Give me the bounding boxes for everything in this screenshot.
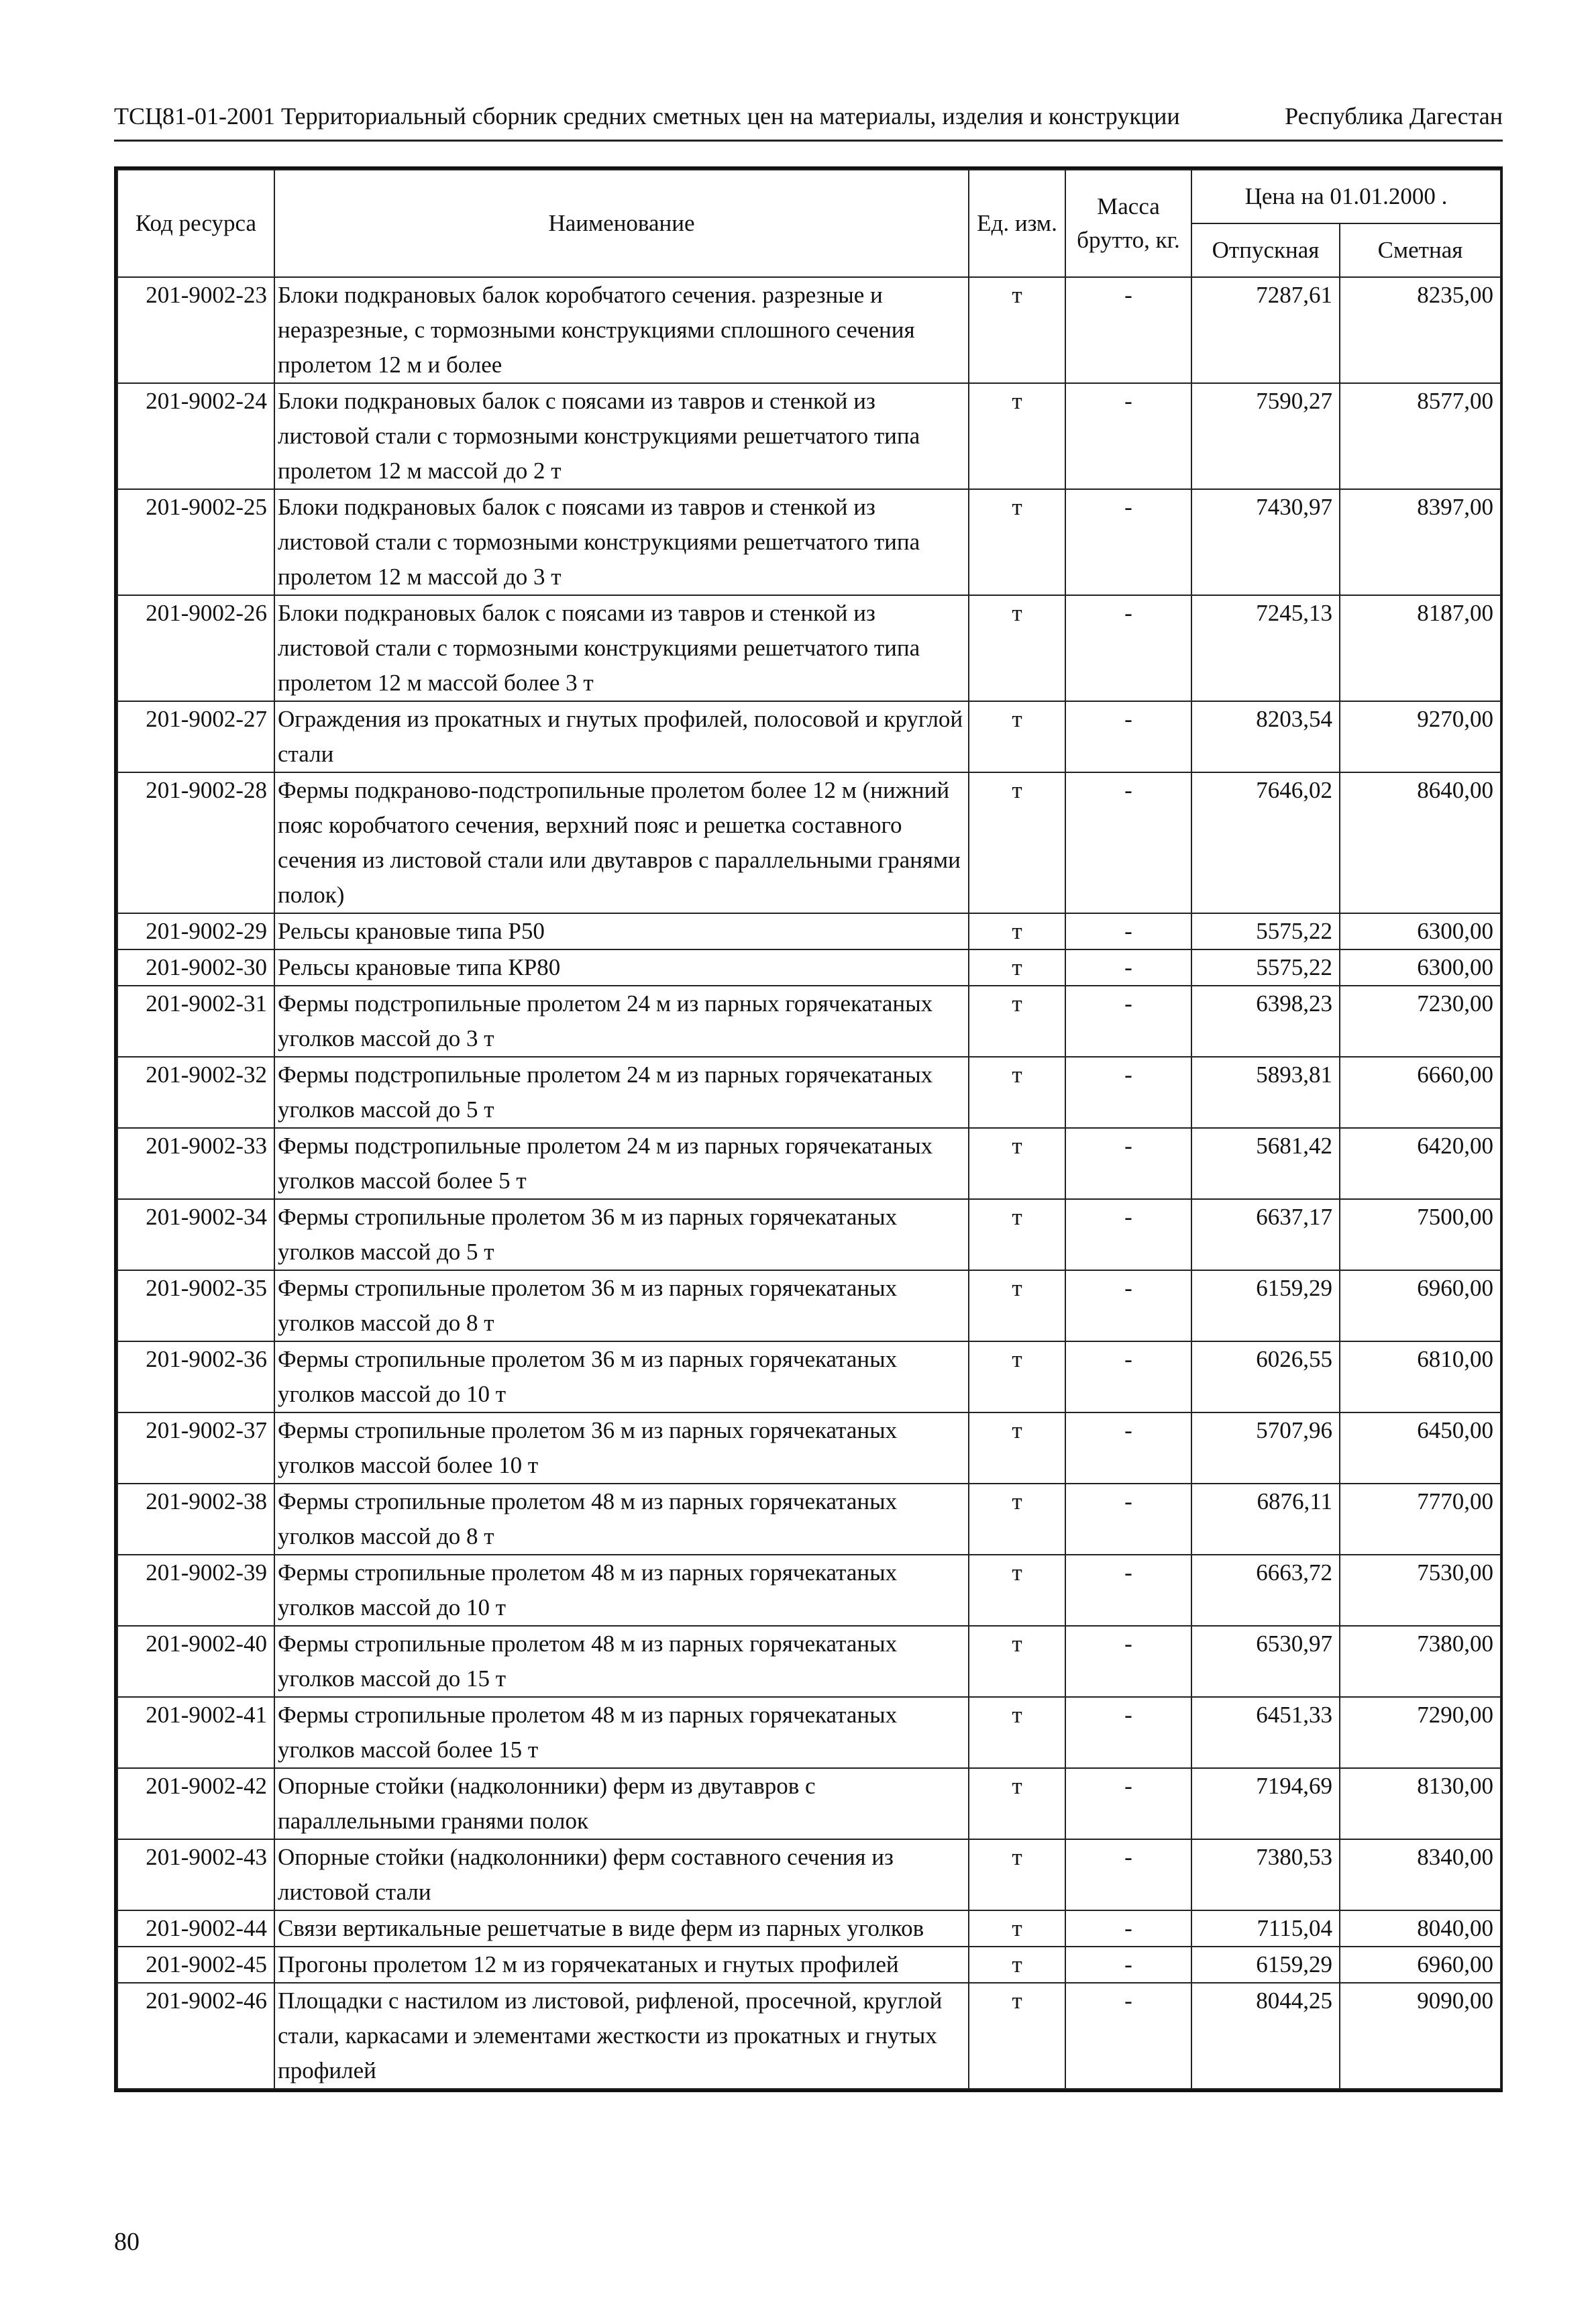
table-row	[117, 1341, 1501, 1412]
col-header-release-price: Отпускная	[1191, 223, 1340, 277]
cell-unit: т	[969, 1910, 1065, 1947]
cell-code: 201-9002-37	[117, 1412, 274, 1484]
cell-code: 201-9002-27	[117, 701, 274, 772]
cell-code: 201-9002-42	[117, 1768, 274, 1839]
cell-code: 201-9002-46	[117, 1983, 274, 2089]
cell-release-price: 7430,97	[1191, 489, 1340, 595]
cell-release-price: 7646,02	[1191, 772, 1340, 913]
cell-estimate-price: 6660,00	[1340, 1057, 1501, 1128]
cell-code: 201-9002-25	[117, 489, 274, 595]
cell-estimate-price: 7290,00	[1340, 1697, 1501, 1768]
running-header	[114, 93, 1503, 142]
cell-name: Связи вертикальные решетчатые в виде ферм из парных уголков	[274, 1910, 969, 1947]
cell-release-price: 7380,53	[1191, 1839, 1340, 1910]
cell-unit: т	[969, 701, 1065, 772]
page-number: 80	[114, 2228, 140, 2256]
cell-code: 201-9002-33	[117, 1128, 274, 1199]
cell-code: 201-9002-39	[117, 1555, 274, 1626]
col-header-code: Код ресурса	[117, 170, 274, 277]
cell-mass: -	[1065, 383, 1191, 489]
cell-name: Фермы стропильные пролетом 48 м из парных горячекатаных уголков массой более 15 т	[274, 1697, 969, 1768]
table-body	[117, 277, 1501, 2089]
cell-unit: т	[969, 1768, 1065, 1839]
cell-name: Ограждения из прокатных и гнутых профилей, полосовой и круглой стали	[274, 701, 969, 772]
cell-code: 201-9002-44	[117, 1910, 274, 1947]
cell-name: Фермы стропильные пролетом 48 м из парных горячекатаных уголков массой до 15 т	[274, 1626, 969, 1697]
table-row	[117, 1412, 1501, 1484]
col-header-name: Наименование	[274, 170, 969, 277]
cell-unit: т	[969, 1270, 1065, 1341]
table-row	[117, 1270, 1501, 1341]
cell-code: 201-9002-29	[117, 913, 274, 949]
cell-mass: -	[1065, 949, 1191, 986]
cell-unit: т	[969, 383, 1065, 489]
cell-name: Блоки подкрановых балок с поясами из тавров и стенкой из листовой стали с тормозными конструкциями решетчатого типа пролетом 12 м массой до 2 т	[274, 383, 969, 489]
cell-estimate-price: 9090,00	[1340, 1983, 1501, 2089]
cell-unit: т	[969, 277, 1065, 383]
cell-mass: -	[1065, 701, 1191, 772]
cell-name: Фермы подстропильные пролетом 24 м из парных горячекатаных уголков массой более 5 т	[274, 1128, 969, 1199]
cell-estimate-price: 6300,00	[1340, 913, 1501, 949]
cell-unit: т	[969, 1199, 1065, 1270]
table-row	[117, 595, 1501, 701]
cell-mass: -	[1065, 913, 1191, 949]
cell-name: Рельсы крановые типа Р50	[274, 913, 969, 949]
cell-estimate-price: 7770,00	[1340, 1484, 1501, 1555]
table-row	[117, 1128, 1501, 1199]
table-row	[117, 1839, 1501, 1910]
cell-estimate-price: 7530,00	[1340, 1555, 1501, 1626]
cell-release-price: 6451,33	[1191, 1697, 1340, 1768]
cell-release-price: 5681,42	[1191, 1128, 1340, 1199]
table-row	[117, 772, 1501, 913]
table-row	[117, 1199, 1501, 1270]
table-row	[117, 1555, 1501, 1626]
cell-mass: -	[1065, 1057, 1191, 1128]
cell-name: Блоки подкрановых балок коробчатого сечения. разрезные и неразрезные, с тормозными конструкциями сплошного сечения пролетом 12 м и более	[274, 277, 969, 383]
cell-mass: -	[1065, 1697, 1191, 1768]
cell-code: 201-9002-40	[117, 1626, 274, 1697]
table-row	[117, 1768, 1501, 1839]
cell-code: 201-9002-23	[117, 277, 274, 383]
cell-release-price: 5707,96	[1191, 1412, 1340, 1484]
col-header-price-group: Цена на 01.01.2000 .	[1191, 170, 1501, 223]
cell-release-price: 6663,72	[1191, 1555, 1340, 1626]
table-row	[117, 1626, 1501, 1697]
cell-unit: т	[969, 913, 1065, 949]
cell-name: Фермы стропильные пролетом 36 м из парных горячекатаных уголков массой до 8 т	[274, 1270, 969, 1341]
cell-code: 201-9002-45	[117, 1947, 274, 1983]
cell-mass: -	[1065, 1199, 1191, 1270]
table-header	[117, 170, 1501, 277]
cell-release-price: 5575,22	[1191, 949, 1340, 986]
cell-name: Фермы подстропильные пролетом 24 м из парных горячекатаных уголков массой до 5 т	[274, 1057, 969, 1128]
cell-estimate-price: 8340,00	[1340, 1839, 1501, 1910]
cell-name: Фермы стропильные пролетом 48 м из парных горячекатаных уголков массой до 10 т	[274, 1555, 969, 1626]
table-row	[117, 1983, 1501, 2089]
cell-estimate-price: 8640,00	[1340, 772, 1501, 913]
header-region: Республика Дагестан	[1285, 103, 1503, 130]
table-row	[117, 277, 1501, 383]
cell-name: Блоки подкрановых балок с поясами из тавров и стенкой из листовой стали с тормозными конструкциями решетчатого типа пролетом 12 м массой до 3 т	[274, 489, 969, 595]
cell-code: 201-9002-38	[117, 1484, 274, 1555]
cell-name: Блоки подкрановых балок с поясами из тавров и стенкой из листовой стали с тормозными конструкциями решетчатого типа пролетом 12 м массой более 3 т	[274, 595, 969, 701]
cell-estimate-price: 6450,00	[1340, 1412, 1501, 1484]
table-row	[117, 913, 1501, 949]
cell-release-price: 6876,11	[1191, 1484, 1340, 1555]
cell-mass: -	[1065, 772, 1191, 913]
cell-release-price: 5893,81	[1191, 1057, 1340, 1128]
cell-estimate-price: 6420,00	[1340, 1128, 1501, 1199]
cell-unit: т	[969, 1341, 1065, 1412]
cell-code: 201-9002-24	[117, 383, 274, 489]
cell-unit: т	[969, 1983, 1065, 2089]
cell-name: Площадки с настилом из листовой, рифленой, просечной, круглой стали, каркасами и элементами жесткости из прокатных и гнутых профилей	[274, 1983, 969, 2089]
cell-code: 201-9002-41	[117, 1697, 274, 1768]
cell-release-price: 8044,25	[1191, 1983, 1340, 2089]
cell-code: 201-9002-34	[117, 1199, 274, 1270]
cell-release-price: 6398,23	[1191, 986, 1340, 1057]
cell-unit: т	[969, 986, 1065, 1057]
cell-unit: т	[969, 1555, 1065, 1626]
cell-code: 201-9002-30	[117, 949, 274, 986]
cell-release-price: 6159,29	[1191, 1947, 1340, 1983]
cell-release-price: 7287,61	[1191, 277, 1340, 383]
cell-estimate-price: 9270,00	[1340, 701, 1501, 772]
cell-estimate-price: 8397,00	[1340, 489, 1501, 595]
cell-estimate-price: 6960,00	[1340, 1947, 1501, 1983]
cell-release-price: 6026,55	[1191, 1341, 1340, 1412]
cell-code: 201-9002-43	[117, 1839, 274, 1910]
cell-name: Фермы стропильные пролетом 36 м из парных горячекатаных уголков массой до 5 т	[274, 1199, 969, 1270]
cell-name: Опорные стойки (надколонники) ферм составного сечения из листовой стали	[274, 1839, 969, 1910]
cell-mass: -	[1065, 1626, 1191, 1697]
cell-code: 201-9002-31	[117, 986, 274, 1057]
cell-unit: т	[969, 1947, 1065, 1983]
cell-name: Опорные стойки (надколонники) ферм из двутавров с параллельными гранями полок	[274, 1768, 969, 1839]
table-row	[117, 1697, 1501, 1768]
col-header-mass: Масса брутто, кг.	[1065, 170, 1191, 277]
cell-estimate-price: 6960,00	[1340, 1270, 1501, 1341]
cell-release-price: 5575,22	[1191, 913, 1340, 949]
col-header-estimate-price: Сметная	[1340, 223, 1501, 277]
cell-mass: -	[1065, 1270, 1191, 1341]
cell-name: Фермы стропильные пролетом 36 м из парных горячекатаных уголков массой до 10 т	[274, 1341, 969, 1412]
cell-mass: -	[1065, 1555, 1191, 1626]
table-row	[117, 383, 1501, 489]
cell-name: Рельсы крановые типа КР80	[274, 949, 969, 986]
cell-estimate-price: 8040,00	[1340, 1910, 1501, 1947]
cell-code: 201-9002-32	[117, 1057, 274, 1128]
cell-mass: -	[1065, 1910, 1191, 1947]
cell-unit: т	[969, 1412, 1065, 1484]
cell-code: 201-9002-26	[117, 595, 274, 701]
table-row	[117, 1910, 1501, 1947]
cell-name: Прогоны пролетом 12 м из горячекатаных и гнутых профилей	[274, 1947, 969, 1983]
table-row	[117, 489, 1501, 595]
cell-unit: т	[969, 949, 1065, 986]
cell-mass: -	[1065, 1341, 1191, 1412]
cell-mass: -	[1065, 595, 1191, 701]
cell-mass: -	[1065, 1128, 1191, 1199]
cell-mass: -	[1065, 1484, 1191, 1555]
cell-code: 201-9002-36	[117, 1341, 274, 1412]
cell-release-price: 7590,27	[1191, 383, 1340, 489]
cell-release-price: 8203,54	[1191, 701, 1340, 772]
cell-release-price: 6530,97	[1191, 1626, 1340, 1697]
table-row	[117, 701, 1501, 772]
table-row	[117, 986, 1501, 1057]
cell-unit: т	[969, 1128, 1065, 1199]
cell-mass: -	[1065, 1768, 1191, 1839]
cell-name: Фермы стропильные пролетом 48 м из парных горячекатаных уголков массой до 8 т	[274, 1484, 969, 1555]
header-title: ТСЦ81-01-2001 Территориальный сборник средних сметных цен на материалы, изделия и конструкции	[114, 103, 1180, 130]
cell-mass: -	[1065, 1839, 1191, 1910]
cell-mass: -	[1065, 1983, 1191, 2089]
cell-estimate-price: 8577,00	[1340, 383, 1501, 489]
cell-name: Фермы стропильные пролетом 36 м из парных горячекатаных уголков массой более 10 т	[274, 1412, 969, 1484]
table-row	[117, 1947, 1501, 1983]
cell-unit: т	[969, 1626, 1065, 1697]
cell-mass: -	[1065, 1412, 1191, 1484]
col-header-unit: Ед. изм.	[969, 170, 1065, 277]
cell-release-price: 7115,04	[1191, 1910, 1340, 1947]
cell-release-price: 6159,29	[1191, 1270, 1340, 1341]
cell-release-price: 6637,17	[1191, 1199, 1340, 1270]
cell-unit: т	[969, 595, 1065, 701]
cell-name: Фермы подкраново-подстропильные пролетом более 12 м (нижний пояс коробчатого сечения, верхний пояс и решетка составного сечения из листовой стали или двутавров с параллельными гранями полок)	[274, 772, 969, 913]
cell-release-price: 7245,13	[1191, 595, 1340, 701]
cell-code: 201-9002-28	[117, 772, 274, 913]
cell-estimate-price: 8187,00	[1340, 595, 1501, 701]
cell-unit: т	[969, 1697, 1065, 1768]
price-table	[114, 166, 1503, 2092]
cell-estimate-price: 6810,00	[1340, 1341, 1501, 1412]
table-row	[117, 1484, 1501, 1555]
table-row	[117, 949, 1501, 986]
cell-unit: т	[969, 1484, 1065, 1555]
cell-mass: -	[1065, 1947, 1191, 1983]
cell-mass: -	[1065, 489, 1191, 595]
cell-code: 201-9002-35	[117, 1270, 274, 1341]
cell-unit: т	[969, 1057, 1065, 1128]
cell-mass: -	[1065, 986, 1191, 1057]
cell-unit: т	[969, 1839, 1065, 1910]
cell-release-price: 7194,69	[1191, 1768, 1340, 1839]
cell-mass: -	[1065, 277, 1191, 383]
cell-estimate-price: 8130,00	[1340, 1768, 1501, 1839]
cell-estimate-price: 7380,00	[1340, 1626, 1501, 1697]
cell-estimate-price: 7230,00	[1340, 986, 1501, 1057]
cell-unit: т	[969, 489, 1065, 595]
cell-name: Фермы подстропильные пролетом 24 м из парных горячекатаных уголков массой до 3 т	[274, 986, 969, 1057]
cell-unit: т	[969, 772, 1065, 913]
cell-estimate-price: 8235,00	[1340, 277, 1501, 383]
cell-estimate-price: 6300,00	[1340, 949, 1501, 986]
table-row	[117, 1057, 1501, 1128]
cell-estimate-price: 7500,00	[1340, 1199, 1501, 1270]
